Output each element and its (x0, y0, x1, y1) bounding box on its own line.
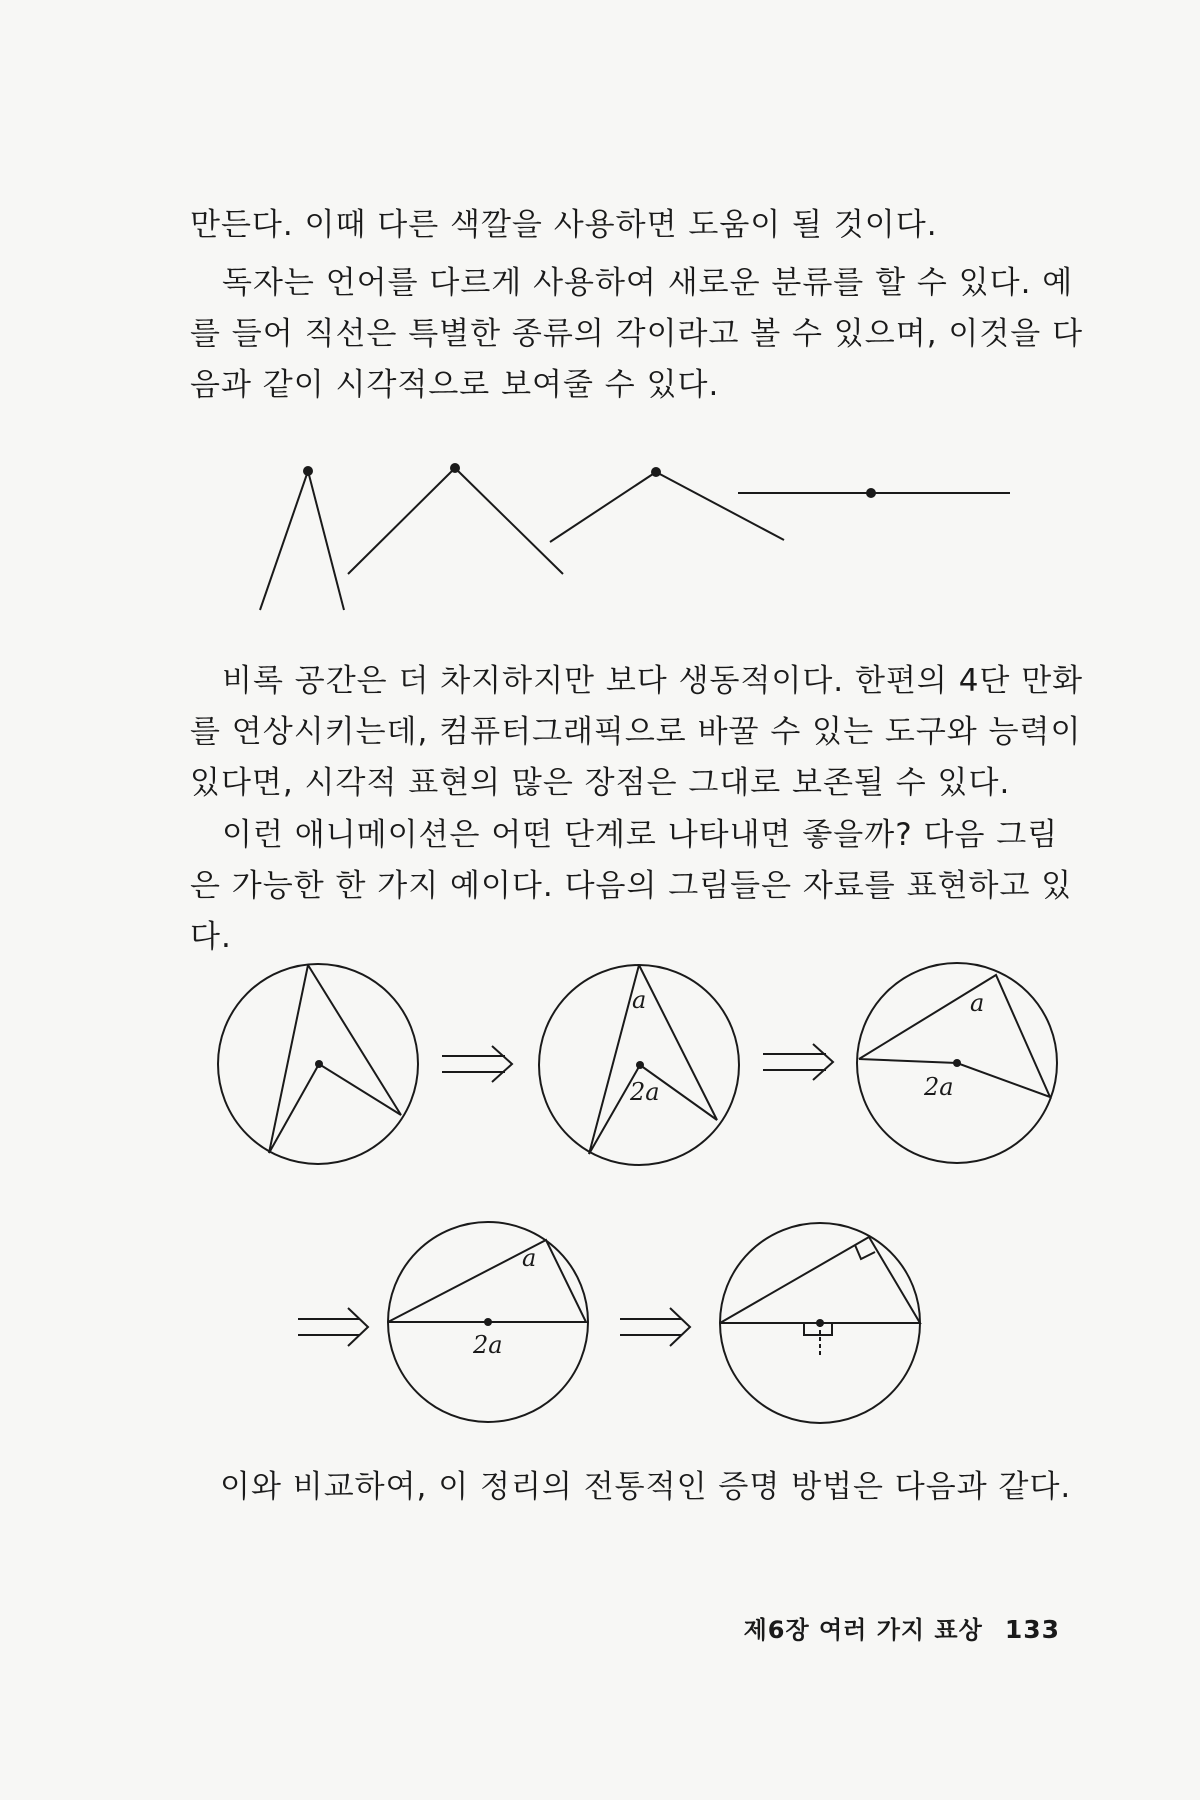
circle-3-angles (859, 975, 1050, 1097)
circle-4-triangle (388, 1240, 586, 1322)
circle-5-center (816, 1319, 824, 1327)
paragraph-4: 이런 애니메이션은 어떤 단계로 나타내면 좋을까? 다음 그림은 가능한 한 가지 예이다. 다음의 그림들은 자료를 표현하고 있다. (190, 817, 1073, 955)
circle-5-right-angle-mark (855, 1245, 875, 1259)
paragraph-3: 비록 공간은 더 차지하지만 보다 생동적이다. 한편의 4단 만화를 연상시키는데, 컴퓨터그래픽으로 바꿀 수 있는 도구와 능력이 있다면, 시각적 표현의 많은 장점은 그대로 보존될 수 있다. (190, 663, 1084, 801)
circle-3-label-2a: 2a (924, 1073, 954, 1101)
circle-3-center (953, 1059, 961, 1067)
circle-4-center (484, 1318, 492, 1326)
inscribed-angle-figures (0, 950, 1200, 1430)
arrow-1 (442, 1046, 512, 1082)
acute-angle-vertex (303, 466, 313, 476)
acute-angle-ray-right (308, 471, 344, 610)
straight-angle-vertex (866, 488, 876, 498)
circle-2-label-a: a (632, 986, 647, 1014)
arrow-4 (620, 1308, 690, 1346)
obtuse-angle-ray-left (550, 472, 656, 542)
paragraph-2: 독자는 언어를 다르게 사용하여 새로운 분류를 할 수 있다. 예를 들어 직선은 특별한 종류의 각이라고 볼 수 있으며, 이것을 다음과 같이 시각적으로 보여줄 수 있다. (190, 265, 1084, 403)
page-footer (744, 1610, 1060, 1645)
circle-4-label-2a: 2a (473, 1331, 503, 1359)
obtuse-angle-ray-right (656, 472, 784, 540)
obtuse-angle-vertex (651, 467, 661, 477)
chapter-title: 제6장 여러 가지 표상 (743, 1616, 983, 1644)
arrow-3 (298, 1308, 368, 1346)
arrow-2 (763, 1044, 833, 1080)
circle-2-label-2a: 2a (630, 1078, 660, 1106)
medium-angle-vertex (450, 463, 460, 473)
conclusion-sentence: 이와 비교하여, 이 정리의 전통적인 증명 방법은 다음과 같다. (220, 1469, 1072, 1505)
acute-angle-ray-left (260, 471, 308, 610)
circle-3-label-a: a (970, 989, 985, 1017)
circle-5-triangle (720, 1237, 920, 1323)
angle-figures (0, 440, 1200, 620)
circle-1-angles (269, 965, 401, 1153)
circle-2-center (636, 1061, 644, 1069)
medium-angle-ray-right (455, 468, 563, 574)
page-number: 133 (1004, 1615, 1060, 1644)
circle-1-center (315, 1060, 323, 1068)
medium-angle-ray-left (348, 468, 455, 574)
circle-2-angles (589, 965, 717, 1154)
paragraph-1: 만든다. 이때 다른 색깔을 사용하면 도움이 될 것이다. (190, 207, 938, 243)
circle-4-label-a: a (522, 1244, 537, 1272)
